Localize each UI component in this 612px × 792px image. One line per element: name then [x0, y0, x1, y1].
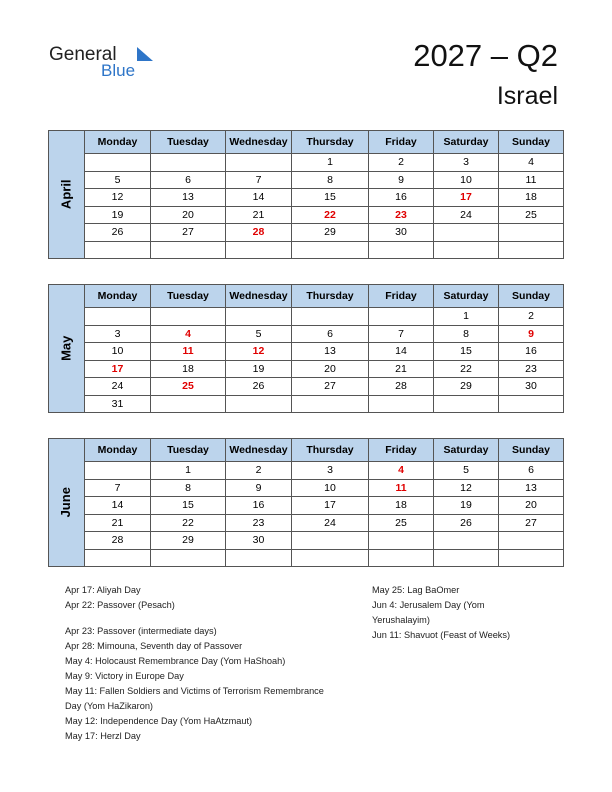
day-cell — [85, 154, 151, 172]
day-cell: 1 — [434, 308, 499, 326]
day-cell: 19 — [85, 206, 151, 224]
day-cell: 3 — [292, 462, 369, 480]
week-row — [49, 514, 564, 532]
week-row — [49, 308, 564, 326]
day-cell — [434, 224, 499, 242]
holiday-note: May 11: Fallen Soldiers and Victims of Terrorism Remembrance — [65, 686, 324, 696]
day-cell — [369, 395, 434, 413]
day-cell: 18 — [499, 189, 564, 207]
holiday-note: May 25: Lag BaOmer — [372, 585, 460, 595]
day-cell: 27 — [499, 514, 564, 532]
day-cell — [499, 395, 564, 413]
week-row — [49, 532, 564, 550]
day-cell: 7 — [369, 325, 434, 343]
day-cell: 12 — [85, 189, 151, 207]
month-calendar-0 — [48, 130, 564, 259]
day-cell — [151, 549, 226, 567]
holiday-note — [65, 613, 324, 624]
week-row — [49, 206, 564, 224]
day-cell: 20 — [499, 497, 564, 515]
holiday-note: Yerushalayim) — [372, 615, 430, 625]
day-cell: 4 — [499, 154, 564, 172]
month-name: April — [58, 179, 74, 209]
day-cell — [151, 154, 226, 172]
holiday-note: May 17: Herzl Day — [65, 731, 141, 741]
weekday-header: Monday — [85, 285, 151, 308]
week-row — [49, 325, 564, 343]
day-cell: 1 — [151, 462, 226, 480]
day-cell — [85, 549, 151, 567]
holiday-note: Apr 23: Passover (intermediate days) — [65, 626, 217, 636]
day-cell — [499, 549, 564, 567]
holiday-note: Apr 22: Passover (Pesach) — [65, 600, 175, 610]
day-cell — [226, 308, 292, 326]
weekday-header: Monday — [85, 439, 151, 462]
day-cell — [434, 532, 499, 550]
day-cell: 20 — [292, 360, 369, 378]
day-cell: 29 — [151, 532, 226, 550]
week-row — [49, 479, 564, 497]
holiday-note: May 4: Holocaust Remembrance Day (Yom HaShoah) — [65, 656, 286, 666]
day-cell: 10 — [292, 479, 369, 497]
day-cell: 15 — [151, 497, 226, 515]
day-cell: 23 — [369, 206, 434, 224]
day-cell: 14 — [226, 189, 292, 207]
day-cell: 6 — [151, 171, 226, 189]
month-label — [49, 131, 85, 259]
weekday-header: Tuesday — [151, 285, 226, 308]
day-cell: 3 — [434, 154, 499, 172]
day-cell: 22 — [292, 206, 369, 224]
day-cell: 12 — [226, 343, 292, 361]
weekday-header: Sunday — [499, 439, 564, 462]
holiday-note: Day (Yom HaZikaron) — [65, 701, 153, 711]
weekday-header: Wednesday — [226, 285, 292, 308]
day-cell — [226, 549, 292, 567]
day-cell — [369, 532, 434, 550]
day-cell: 15 — [292, 189, 369, 207]
month-name: June — [58, 486, 74, 518]
weekday-header: Monday — [85, 131, 151, 154]
day-cell: 17 — [434, 189, 499, 207]
weekday-header: Friday — [369, 131, 434, 154]
day-cell: 19 — [226, 360, 292, 378]
day-cell — [226, 395, 292, 413]
logo-word-general: General — [49, 44, 117, 65]
weekday-header: Thursday — [292, 439, 369, 462]
month-calendar-2 — [48, 438, 564, 567]
logo-triangle-icon — [137, 47, 153, 61]
day-cell — [434, 395, 499, 413]
day-cell: 24 — [85, 378, 151, 396]
day-cell: 18 — [369, 497, 434, 515]
day-cell: 11 — [499, 171, 564, 189]
day-cell: 30 — [369, 224, 434, 242]
week-row — [49, 154, 564, 172]
weekday-header: Saturday — [434, 131, 499, 154]
day-cell — [226, 241, 292, 259]
day-cell: 27 — [292, 378, 369, 396]
day-cell: 13 — [499, 479, 564, 497]
day-cell: 22 — [434, 360, 499, 378]
weekday-header: Tuesday — [151, 131, 226, 154]
day-cell — [292, 532, 369, 550]
month-label — [49, 439, 85, 567]
day-cell: 15 — [434, 343, 499, 361]
weekday-header: Tuesday — [151, 439, 226, 462]
week-row — [49, 171, 564, 189]
day-cell — [499, 224, 564, 242]
day-cell: 11 — [151, 343, 226, 361]
day-cell: 6 — [292, 325, 369, 343]
day-cell: 28 — [226, 224, 292, 242]
day-cell: 16 — [226, 497, 292, 515]
day-cell: 21 — [226, 206, 292, 224]
country-name: Israel — [496, 82, 558, 110]
day-cell: 5 — [434, 462, 499, 480]
weekday-header: Friday — [369, 285, 434, 308]
holiday-note: Jun 11: Shavuot (Feast of Weeks) — [372, 630, 511, 640]
day-cell: 30 — [499, 378, 564, 396]
weekday-header: Sunday — [499, 285, 564, 308]
day-cell — [85, 462, 151, 480]
day-cell: 27 — [151, 224, 226, 242]
day-cell: 21 — [85, 514, 151, 532]
day-cell: 28 — [85, 532, 151, 550]
day-cell: 9 — [499, 325, 564, 343]
day-cell: 30 — [226, 532, 292, 550]
day-cell: 13 — [151, 189, 226, 207]
week-row — [49, 189, 564, 207]
day-cell — [292, 308, 369, 326]
day-cell: 17 — [292, 497, 369, 515]
day-cell: 9 — [369, 171, 434, 189]
day-cell: 21 — [369, 360, 434, 378]
day-cell: 24 — [434, 206, 499, 224]
day-cell: 16 — [499, 343, 564, 361]
day-cell — [499, 241, 564, 259]
generalblue-logo — [49, 44, 149, 80]
weekday-header: Wednesday — [226, 439, 292, 462]
day-cell: 6 — [499, 462, 564, 480]
weekday-header: Sunday — [499, 131, 564, 154]
day-cell — [85, 308, 151, 326]
day-cell: 19 — [434, 497, 499, 515]
weekday-header: Thursday — [292, 285, 369, 308]
day-cell: 12 — [434, 479, 499, 497]
day-cell: 23 — [226, 514, 292, 532]
day-cell — [292, 395, 369, 413]
month-label — [49, 285, 85, 413]
day-cell — [434, 549, 499, 567]
month-calendar-1 — [48, 284, 564, 413]
day-cell: 10 — [434, 171, 499, 189]
day-cell: 31 — [85, 395, 151, 413]
holiday-note: Apr 17: Aliyah Day — [65, 585, 141, 595]
day-cell: 1 — [292, 154, 369, 172]
day-cell: 2 — [226, 462, 292, 480]
day-cell: 9 — [226, 479, 292, 497]
holiday-note: May 12: Independence Day (Yom HaAtzmaut) — [65, 716, 253, 726]
day-cell: 14 — [369, 343, 434, 361]
day-cell: 17 — [85, 360, 151, 378]
day-cell: 7 — [226, 171, 292, 189]
day-cell: 25 — [369, 514, 434, 532]
day-cell — [369, 549, 434, 567]
page-title: 2027 – Q2 — [413, 38, 558, 73]
day-cell: 26 — [85, 224, 151, 242]
weekday-header: Friday — [369, 439, 434, 462]
day-cell — [499, 532, 564, 550]
week-row — [49, 549, 564, 567]
day-cell: 3 — [85, 325, 151, 343]
day-cell: 10 — [85, 343, 151, 361]
week-row — [49, 343, 564, 361]
weekday-header: Thursday — [292, 131, 369, 154]
weekday-header: Saturday — [434, 285, 499, 308]
day-cell — [151, 395, 226, 413]
holiday-note: May 9: Victory in Europe Day — [65, 671, 184, 681]
week-row — [49, 497, 564, 515]
logo-word-blue: Blue — [101, 61, 136, 80]
day-cell: 20 — [151, 206, 226, 224]
week-row — [49, 462, 564, 480]
day-cell: 24 — [292, 514, 369, 532]
day-cell: 28 — [369, 378, 434, 396]
day-cell: 4 — [151, 325, 226, 343]
holiday-note: Apr 28: Mimouna, Seventh day of Passover — [65, 641, 243, 651]
holiday-notes-left — [65, 583, 324, 744]
day-cell — [292, 241, 369, 259]
day-cell: 29 — [292, 224, 369, 242]
week-row — [49, 395, 564, 413]
week-row — [49, 241, 564, 259]
day-cell: 26 — [434, 514, 499, 532]
day-cell: 5 — [226, 325, 292, 343]
week-row — [49, 378, 564, 396]
day-cell — [434, 241, 499, 259]
day-cell: 7 — [85, 479, 151, 497]
day-cell: 13 — [292, 343, 369, 361]
day-cell: 25 — [151, 378, 226, 396]
day-cell: 16 — [369, 189, 434, 207]
day-cell — [369, 241, 434, 259]
day-cell: 14 — [85, 497, 151, 515]
day-cell: 23 — [499, 360, 564, 378]
day-cell: 5 — [85, 171, 151, 189]
holiday-note: Jun 4: Jerusalem Day (Yom — [372, 600, 485, 610]
day-cell — [151, 308, 226, 326]
day-cell: 4 — [369, 462, 434, 480]
day-cell: 8 — [292, 171, 369, 189]
day-cell: 11 — [369, 479, 434, 497]
day-cell — [85, 241, 151, 259]
day-cell: 26 — [226, 378, 292, 396]
week-row — [49, 360, 564, 378]
day-cell — [369, 308, 434, 326]
holiday-notes-right — [372, 583, 510, 643]
day-cell: 8 — [151, 479, 226, 497]
day-cell: 22 — [151, 514, 226, 532]
day-cell: 2 — [369, 154, 434, 172]
day-cell — [226, 154, 292, 172]
day-cell: 8 — [434, 325, 499, 343]
month-name: May — [58, 335, 74, 361]
day-cell: 2 — [499, 308, 564, 326]
day-cell: 18 — [151, 360, 226, 378]
week-row — [49, 224, 564, 242]
day-cell — [292, 549, 369, 567]
weekday-header: Wednesday — [226, 131, 292, 154]
day-cell: 25 — [499, 206, 564, 224]
day-cell — [151, 241, 226, 259]
weekday-header: Saturday — [434, 439, 499, 462]
day-cell: 29 — [434, 378, 499, 396]
